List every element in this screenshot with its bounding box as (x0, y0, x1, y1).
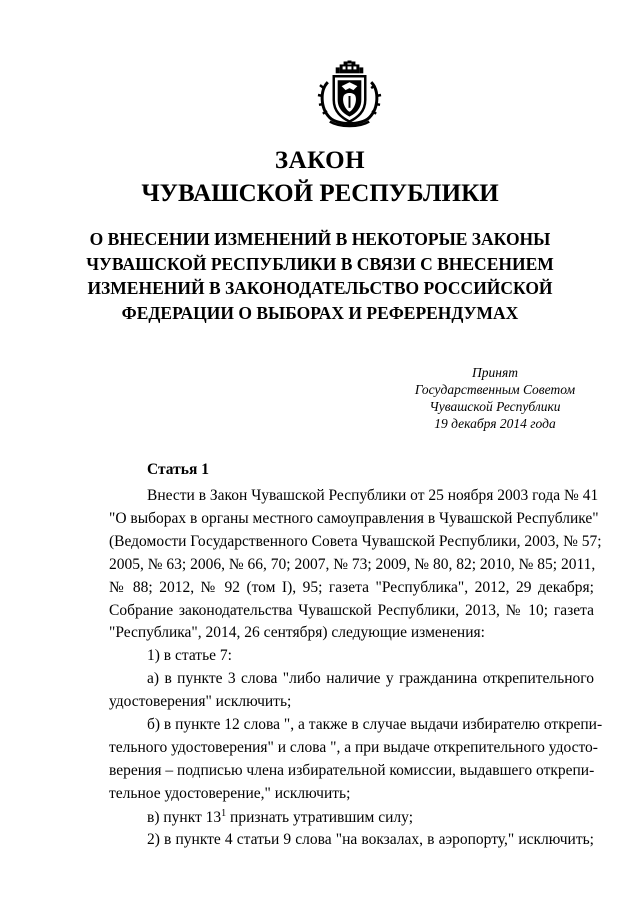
document-title-republic: ЧУВАШСКОЙ РЕСПУБЛИКИ (141, 180, 499, 207)
article-text-line: 2005, № 63; 2006, № 66, 70; 2007, № 73; 2009, № 80, 82; 2010, № 85; 2011, (109, 556, 596, 573)
article-text-line (147, 808, 413, 827)
article-text-line: "О выборах в органы местного самоуправления в Чувашской Республике" (109, 510, 599, 527)
adoption-line: Чувашской Республики (429, 399, 561, 414)
document-title: ЗАКОН (274, 147, 366, 174)
adoption-line: Государственным Советом (414, 382, 576, 397)
article-text-line: Внести в Закон Чувашской Республики от 25 ноября 2003 года № 41 (147, 487, 599, 504)
article-text-line: (Ведомости Государственного Совета Чувашской Республики, 2003, № 57; (109, 533, 602, 550)
subtitle-line: О ВНЕСЕНИИ ИЗМЕНЕНИЙ В НЕКОТОРЫЕ ЗАКОНЫ (89, 229, 551, 249)
subtitle-line: ФЕДЕРАЦИИ О ВЫБОРАХ И РЕФЕРЕНДУМАХ (121, 302, 519, 323)
article-text-line: тельного удостоверения" и слова ", а при выдаче открепительного удосто- (109, 739, 598, 756)
article-text-line: Собрание законодательства Чувашской Республики, 2013, № 10; газета (109, 602, 594, 619)
adoption-date: 19 декабря 2014 года (434, 416, 556, 431)
subtitle-line: ИЗМЕНЕНИЙ В ЗАКОНОДАТЕЛЬСТВО РОССИЙСКОЙ (87, 278, 553, 298)
adoption-note (400, 364, 590, 432)
article-text-line: 2) в пункте 4 статьи 9 слова "на вокзалах, в аэропорту," исключить; (147, 831, 594, 848)
article-text-line: а) в пункте 3 слова "либо наличие у гражданина открепительного (147, 670, 594, 687)
item-text: признать утратившим силу; (226, 809, 414, 827)
item-text: в) пункт 13 (147, 809, 222, 827)
article-title: Статья 1 (147, 461, 209, 478)
adoption-line: Принят (472, 365, 518, 380)
article-text-line: б) в пункте 12 слова ", а также в случае выдачи избирателю открепи- (147, 716, 603, 733)
article-text-line: № 88; 2012, № 92 (том I), 95; газета "Республика", 2012, 29 декабря; (109, 579, 594, 596)
article-item: 1) в статье 7: (147, 647, 232, 664)
article-text-line: верения – подписью члена избирательной комиссии, выдавшего открепи- (109, 762, 595, 779)
article-text-line: "Республика", 2014, 26 сентября) следующие изменения: (109, 624, 485, 641)
chuvash-emblem-icon (316, 60, 383, 130)
article-text-line: удостоверения" исключить; (109, 693, 292, 710)
article-text-line: тельное удостоверение," исключить; (109, 785, 351, 802)
superscript: 1 (221, 808, 227, 819)
document-subtitle (0, 227, 640, 325)
subtitle-line: ЧУВАШСКОЙ РЕСПУБЛИКИ В СВЯЗИ С ВНЕСЕНИЕМ (86, 253, 554, 274)
